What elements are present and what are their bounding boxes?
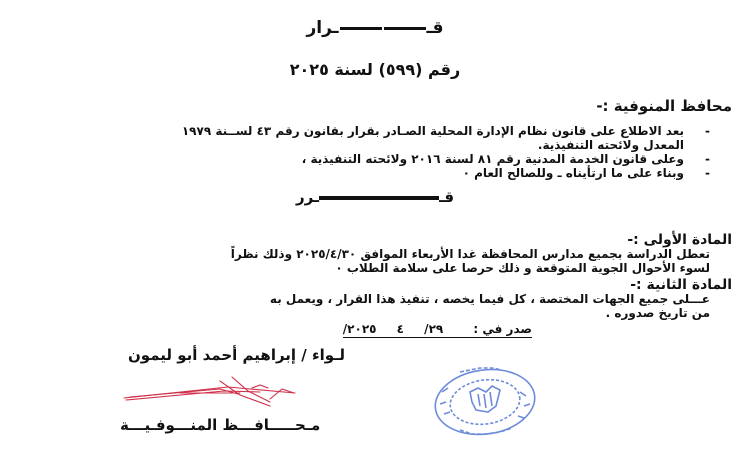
- signer-name: لـواء / إبراهيم أحمد أبو ليمون: [128, 346, 345, 364]
- governor-signature-title: مـحـــــافـــظ المنـــوفـيـــة: [120, 416, 321, 434]
- title-end: ـرار: [306, 18, 339, 38]
- decree-title: [0, 18, 750, 38]
- article-1-line: لسوء الأحوال الجوية المتوقعة و ذلك حرصا على سلامة الطلاب ٠: [335, 261, 710, 275]
- preamble-text: وعلى قانون الخدمة المدنية رقم ٨١ لسنة ٢٠١٦ ولائحته التنفيذية ،: [301, 152, 684, 166]
- preamble-item: [70, 124, 710, 152]
- article-2-heading: المادة الثانية :-: [630, 277, 732, 293]
- article-2-line: من تاريخ صدوره .: [605, 306, 710, 320]
- article-1-line: تعطل الدراسة بجميع مدارس المحافظة غدا الأربعاء الموافق ٢٠٢٥/٤/٣٠ وذلك نظراً: [230, 247, 710, 261]
- decide-heading: [0, 188, 750, 206]
- article-2-line: عـــلى جميع الجهات المختصة ، كل فيما يخصه ، تنفيذ هذا القرار ، ويعمل به: [269, 292, 710, 306]
- issued-month: ٤: [396, 322, 404, 336]
- bullet-dash: -: [705, 152, 710, 166]
- article-2-body: [50, 292, 710, 320]
- preamble-item: [70, 152, 710, 166]
- bullet-dash: -: [705, 124, 710, 138]
- preamble-text: المعدل ولائحته التنفيذية.: [537, 138, 684, 152]
- official-stamp-icon: [430, 362, 540, 442]
- preamble-list: [70, 124, 710, 180]
- kashida-bar: [340, 27, 382, 30]
- issued-date: [343, 322, 532, 338]
- issued-label: صدر في :: [473, 322, 532, 336]
- decide-start: قـ: [439, 188, 455, 206]
- signature-icon: [120, 375, 300, 417]
- title-start: قـ: [426, 18, 444, 38]
- kashida-bar: [319, 196, 439, 200]
- preamble-item: [70, 166, 710, 180]
- article-1-body: [50, 247, 710, 275]
- decree-number: رقم (٥٩٩) لسنة ٢٠٢٥: [289, 60, 461, 79]
- bullet-dash: -: [705, 166, 710, 180]
- governor-heading: محافظ المنوفية :-: [596, 97, 732, 115]
- kashida-bar: [384, 27, 426, 30]
- article-1-heading: المادة الأولى :-: [627, 232, 732, 248]
- preamble-text: بعد الاطلاع على قانون نظام الإدارة المحلية الصـادر بقرار بقانون رقم ٤٣ لســنة ١٩٧٩: [181, 124, 684, 138]
- issued-day: ٢٩/: [424, 322, 444, 336]
- decide-end: ـرر: [295, 188, 320, 206]
- preamble-text: وبناء على ما ارتأيناه ـ وللصالح العام ٠: [462, 166, 684, 180]
- issued-year: ٢٠٢٥/: [342, 322, 377, 336]
